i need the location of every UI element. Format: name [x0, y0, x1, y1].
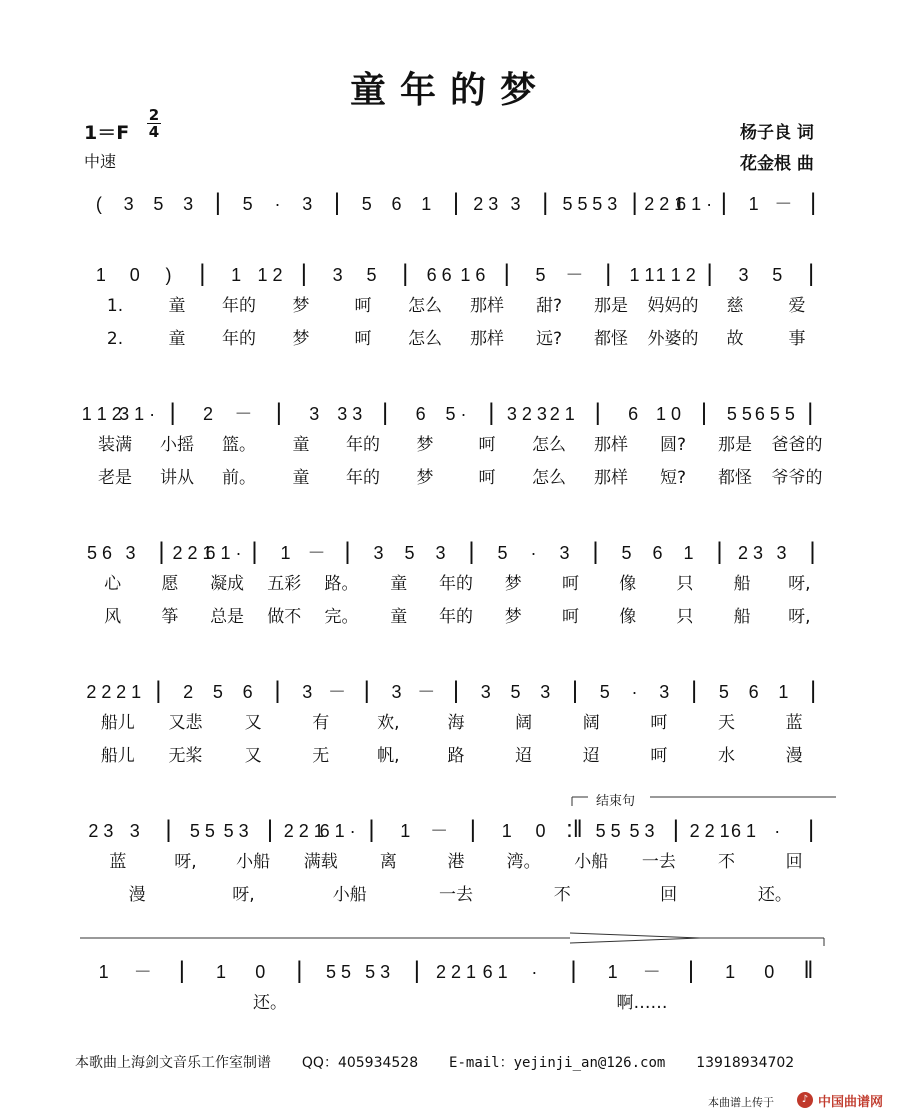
lyric-syllable: 心	[104, 574, 122, 594]
note: 3	[302, 682, 313, 702]
note: －	[565, 265, 584, 285]
bar-line: |	[810, 189, 817, 216]
note: 1	[400, 821, 411, 841]
bar-line: |	[413, 957, 420, 984]
lyric-syllable: 都怪	[718, 468, 752, 488]
note: (	[95, 194, 102, 214]
note: 1	[95, 265, 106, 285]
note: 3	[540, 682, 551, 702]
note: 3	[559, 543, 570, 563]
lyric-syllable: 童	[292, 435, 310, 455]
note: 0	[255, 962, 266, 982]
lyric-syllable: 欢,	[377, 713, 400, 733]
note: ·	[774, 821, 781, 841]
note: 1	[216, 962, 227, 982]
lyric-syllable: 路。	[324, 574, 359, 594]
note: 6 1	[730, 821, 756, 841]
bar-line: |	[809, 538, 816, 565]
lyric-syllable: 短?	[659, 468, 687, 488]
lyric-syllable: 妈妈的	[647, 296, 699, 316]
time-signature-top: 2	[148, 106, 160, 124]
note: 5	[361, 194, 372, 214]
lyric-syllable: 阔	[515, 713, 533, 733]
lyric-syllable: 呀,	[232, 885, 255, 905]
lyric-syllable: 小摇	[160, 435, 194, 455]
bar-line: |	[720, 189, 727, 216]
bar-line: |	[672, 816, 679, 843]
note: 5	[772, 265, 783, 285]
bar-line: |	[155, 677, 162, 704]
lyric-syllable: 无桨	[168, 746, 203, 766]
note: 3	[435, 543, 446, 563]
bar-line: |	[716, 538, 723, 565]
bar-line: |	[594, 399, 601, 426]
lyric-syllable: 梦	[416, 468, 434, 488]
lyric-syllable: 那是	[594, 296, 628, 316]
note: 5	[599, 682, 610, 702]
crescendo-hairpin-top	[570, 933, 700, 938]
footer-studio: 本歌曲上海剑文音乐工作室制谱	[75, 1055, 271, 1071]
bar-line: |	[300, 260, 307, 287]
lyric-syllable: 总是	[210, 607, 245, 627]
note: 1	[501, 821, 512, 841]
note: 1 1 2	[81, 404, 122, 424]
lyric-syllable: 筝	[161, 607, 179, 627]
note: 1	[725, 962, 736, 982]
note: 3	[373, 543, 384, 563]
lyric-syllable: 远?	[535, 329, 563, 349]
bar-line: |	[687, 957, 695, 984]
note: 5	[404, 543, 415, 563]
note: 6	[652, 543, 663, 563]
note: 6	[391, 194, 402, 214]
bar-line: |	[333, 189, 341, 216]
lyric-syllable: 梦	[292, 296, 310, 316]
lyric-syllable: 呵	[354, 329, 372, 349]
time-signature-bottom: 4	[148, 123, 160, 141]
lyric-syllable: 做不	[267, 607, 302, 627]
lyric-syllable: 呵	[561, 607, 579, 627]
note: 5	[718, 682, 729, 702]
lyric-syllable: 怎么	[532, 468, 566, 488]
ending-phrase-label: 结束句	[596, 794, 636, 809]
note: 3 2 3	[506, 404, 547, 424]
note: 6	[748, 682, 759, 702]
note: －	[417, 682, 436, 702]
note: ·	[274, 194, 281, 214]
site-logo-icon: ♪	[797, 1092, 813, 1108]
note: 3	[391, 682, 402, 702]
lyric-syllable: 慈	[726, 296, 744, 316]
lyric-syllable: 爷爷的	[771, 468, 823, 488]
note: 5 ·	[445, 404, 467, 424]
lyric-syllable: 船儿	[100, 746, 135, 766]
lyric-syllable: 童	[292, 468, 310, 488]
note: ·	[530, 543, 537, 563]
bar-line: |	[363, 677, 370, 704]
lyric-syllable: 小船	[574, 852, 609, 872]
note: 5 6	[86, 543, 113, 563]
note: 1	[280, 543, 291, 563]
lyric-syllable: 不	[553, 885, 571, 905]
bar-line: |	[807, 399, 814, 426]
note: 6	[242, 682, 253, 702]
bar-line: |	[275, 399, 282, 426]
lyric-syllable: 童	[390, 607, 408, 627]
bar-line: |	[631, 189, 638, 216]
lyric-syllable: 迢	[515, 746, 533, 766]
bar-line: |	[452, 189, 460, 216]
note: 1	[231, 265, 242, 285]
lyric-syllable: 爸爸的	[771, 435, 823, 455]
lyric-syllable: 前。	[222, 468, 256, 488]
note: 5	[366, 265, 377, 285]
lyric-syllable: 老是	[98, 468, 132, 488]
lyric-syllable: 呀,	[788, 607, 811, 627]
lyric-syllable: 又悲	[168, 713, 203, 733]
note: 3	[738, 265, 749, 285]
lyric-syllable: 帆,	[377, 746, 400, 766]
lyric-syllable: 1.	[106, 296, 124, 316]
note: 1	[98, 962, 109, 982]
upload-notice: 本曲谱上传于	[708, 1096, 774, 1109]
lyric-syllable: 童	[168, 329, 186, 349]
note: 6	[628, 404, 639, 424]
lyric-syllable: 呵	[354, 296, 372, 316]
lyric-syllable: 蓝	[109, 852, 127, 872]
note: 3	[129, 821, 140, 841]
key-signature: 1＝F	[84, 122, 130, 144]
lyric-syllable: 年的	[439, 607, 473, 627]
note: 3	[302, 194, 313, 214]
lyric-syllable: 呀,	[788, 574, 811, 594]
bar-line: |	[488, 399, 495, 426]
bar-line: |	[199, 260, 206, 287]
bar-line: |	[165, 816, 172, 843]
note: 1 0	[656, 404, 682, 424]
lyric-syllable: 回	[785, 852, 803, 872]
lyric-syllable: 2.	[106, 329, 124, 349]
note: 1 1	[629, 265, 655, 285]
note: 3	[776, 543, 787, 563]
lyric-syllable: 童	[390, 574, 408, 594]
lyric-syllable: 梦	[292, 329, 310, 349]
bar-line: |	[251, 538, 258, 565]
lyric-syllable: 那样	[594, 435, 628, 455]
note: －	[430, 821, 449, 841]
lyric-syllable: 天	[718, 713, 736, 733]
note: )	[165, 265, 172, 285]
note: 2 3	[737, 543, 764, 563]
note: 3	[510, 194, 521, 214]
note: 2 2 1	[689, 821, 730, 841]
lyric-syllable: 港	[447, 852, 465, 872]
note: 2	[202, 404, 214, 424]
note: －	[774, 194, 793, 214]
note: 2 2 1	[283, 821, 324, 841]
note: 6 1 ·	[676, 194, 713, 214]
note: －	[133, 962, 152, 982]
note: 5 3	[223, 821, 249, 841]
lyric-syllable: 梦	[416, 435, 434, 455]
note: 6 1 ·	[319, 821, 356, 841]
lyric-syllable: 事	[788, 329, 806, 349]
note: 2 2 1	[644, 194, 685, 214]
lyric-syllable: 风	[104, 607, 122, 627]
note: 5 5	[726, 404, 752, 424]
bar-line: |	[344, 538, 351, 565]
crescendo-hairpin-bottom	[570, 938, 700, 943]
lyric-syllable: 无	[312, 746, 330, 766]
note: 1 2	[257, 265, 283, 285]
note: 1	[607, 962, 618, 982]
note: 5	[621, 543, 632, 563]
lyric-syllable: 完。	[324, 607, 359, 627]
lyric-syllable: 那样	[470, 296, 504, 316]
lyric-syllable: 回	[660, 885, 678, 905]
lyric-syllable: 漫	[785, 746, 803, 766]
note: 3 1 ·	[119, 404, 156, 424]
lyric-syllable: 梦	[504, 574, 522, 594]
note: 3	[123, 194, 134, 214]
lyric-syllable: 小船	[236, 852, 271, 872]
lyric-syllable: 凝成	[210, 574, 245, 594]
note: 1 6	[460, 265, 486, 285]
note: 2 3	[473, 194, 499, 214]
note: 5	[535, 265, 546, 285]
note: －	[327, 682, 346, 702]
lyric-syllable: 又	[244, 746, 262, 766]
lyric-syllable: 湾。	[506, 852, 541, 872]
note: 1	[748, 194, 759, 214]
bar-line: |	[214, 189, 222, 216]
note: 1 1 2	[655, 265, 696, 285]
lyric-syllable: 啊……	[616, 993, 668, 1013]
bar-line: |	[807, 260, 815, 287]
lyric-syllable: 呵	[478, 468, 496, 488]
bar-line: |	[571, 677, 579, 704]
song-title: 童年的梦	[349, 70, 550, 111]
bar-line: |	[700, 399, 708, 426]
note: 5 3	[365, 962, 391, 982]
lyric-syllable: 一去	[439, 885, 473, 905]
note: 2 2 1	[435, 962, 477, 982]
site-logo-text[interactable]: 中国曲谱网	[818, 1095, 884, 1110]
note: 5	[510, 682, 521, 702]
bar-line: :‖	[566, 816, 583, 843]
lyric-syllable: 阔	[582, 713, 600, 733]
bar-line: |	[274, 677, 281, 704]
lyric-syllable: 年的	[346, 468, 380, 488]
bar-line: |	[605, 260, 612, 287]
lyric-syllable: 那样	[470, 329, 504, 349]
note: 0	[129, 265, 140, 285]
tempo-marking: 中速	[84, 152, 117, 171]
lyricist-credit: 杨子良 词	[740, 123, 814, 143]
lyric-syllable: 蓝	[785, 713, 803, 733]
note: 3 3	[337, 404, 363, 424]
lyric-syllable: 船	[733, 574, 751, 594]
lyric-syllable: 怎么	[532, 435, 566, 455]
note: 6 1 ·	[205, 543, 242, 563]
lyric-syllable: 呵	[561, 574, 579, 594]
lyric-syllable: 还。	[757, 885, 792, 905]
bar-line: |	[368, 816, 375, 843]
lyric-syllable: 愿	[161, 574, 179, 594]
bar-line: |	[402, 260, 409, 287]
bar-line: |	[169, 399, 176, 426]
bar-line: |	[706, 260, 713, 287]
lyric-syllable: 一去	[641, 852, 676, 872]
lyric-syllable: 年的	[346, 435, 380, 455]
bar-line: |	[468, 538, 475, 565]
lyric-syllable: 只	[676, 607, 694, 627]
footer-phone: 13918934702	[696, 1055, 795, 1071]
footer-email[interactable]: E-mail：yejinji_an@126.com	[449, 1055, 666, 1071]
note: 6	[415, 404, 426, 424]
lyric-syllable: 不	[718, 852, 736, 872]
note: 3	[659, 682, 670, 702]
note: 5	[497, 543, 508, 563]
lyric-syllable: 漫	[128, 885, 146, 905]
bar-line: ‖	[803, 957, 814, 984]
lyric-syllable: 装满	[98, 435, 132, 455]
lyric-syllable: 水	[718, 746, 736, 766]
lyric-syllable: 篮。	[222, 435, 256, 455]
note: 2 3	[88, 821, 114, 841]
note: 5 5	[595, 821, 621, 841]
note: 2 1	[116, 682, 142, 702]
lyric-syllable: 童	[168, 296, 186, 316]
note: 5 5	[562, 194, 588, 214]
note: －	[307, 543, 326, 563]
note: 6 1	[482, 962, 508, 982]
lyric-syllable: 圆?	[659, 435, 687, 455]
note: 5 5	[326, 962, 352, 982]
note: 1	[778, 682, 789, 702]
note: 6 6	[426, 265, 452, 285]
note: 5	[212, 682, 223, 702]
lyric-syllable: 呵	[650, 746, 668, 766]
lyric-syllable: 外婆的	[647, 329, 699, 349]
note: －	[234, 404, 253, 424]
lyric-syllable: 还。	[253, 993, 287, 1013]
lyric-syllable: 那是	[718, 435, 752, 455]
note: 3	[309, 404, 320, 424]
lyric-syllable: 故	[726, 329, 744, 349]
bar-line: |	[690, 677, 698, 704]
lyric-syllable: 像	[619, 574, 637, 594]
lyric-syllable: 离	[379, 852, 397, 872]
footer-credits	[75, 1052, 794, 1072]
bar-line: |	[503, 260, 510, 287]
bar-line: |	[592, 538, 599, 565]
note: 3	[125, 543, 136, 563]
bar-line: |	[570, 957, 577, 984]
lyric-syllable: 有	[312, 713, 330, 733]
bar-line: |	[296, 957, 303, 984]
note: 0	[535, 821, 546, 841]
lyric-syllable: 年的	[439, 574, 473, 594]
note: 1	[421, 194, 432, 214]
lyric-syllable: 甜?	[535, 296, 563, 316]
note: ·	[531, 962, 538, 982]
bar-line: |	[810, 677, 817, 704]
lyric-syllable: 五彩	[267, 574, 302, 594]
lyric-syllable: 怎么	[408, 296, 442, 316]
bar-line: |	[158, 538, 165, 565]
bar-line: |	[452, 677, 460, 704]
lyric-syllable: 讲从	[160, 468, 194, 488]
bar-line: |	[542, 189, 549, 216]
note: 5	[153, 194, 164, 214]
bar-line: |	[266, 816, 274, 843]
lyric-syllable: 像	[619, 607, 637, 627]
note: 2	[183, 682, 194, 702]
composer-credit: 花金根 曲	[740, 154, 814, 174]
lyric-syllable: 呀,	[174, 852, 197, 872]
lyric-syllable: 梦	[504, 607, 522, 627]
lyric-syllable: 迢	[582, 746, 600, 766]
note: 3	[332, 265, 343, 285]
note: 0	[764, 962, 775, 982]
lyric-syllable: 小船	[332, 885, 367, 905]
lyric-syllable: 满载	[303, 852, 338, 872]
note: 2 1	[549, 404, 575, 424]
lyric-syllable: 那样	[594, 468, 628, 488]
lyric-syllable: 船儿	[100, 713, 135, 733]
lyric-syllable: 海	[447, 713, 465, 733]
lyric-syllable: 都怪	[594, 329, 628, 349]
lyric-syllable: 呵	[478, 435, 496, 455]
note: 3	[480, 682, 491, 702]
lyric-syllable: 只	[676, 574, 694, 594]
note: 5 3	[629, 821, 655, 841]
lyric-syllable: 年的	[222, 329, 256, 349]
note: 6 5 5	[754, 404, 795, 424]
lyric-syllable: 船	[733, 607, 751, 627]
bar-line: |	[469, 816, 477, 843]
lyric-syllable: 年的	[222, 296, 256, 316]
lyric-syllable: 呵	[650, 713, 668, 733]
note: 2 2 1	[172, 543, 213, 563]
note: 2 2	[86, 682, 112, 702]
lyric-syllable: 又	[244, 713, 262, 733]
note: －	[642, 962, 661, 982]
note: 1	[683, 543, 694, 563]
note: ·	[631, 682, 638, 702]
note: 5 3	[592, 194, 618, 214]
lyric-syllable: 爱	[788, 296, 806, 316]
bar-line: |	[807, 816, 815, 843]
lyric-syllable: 怎么	[408, 329, 442, 349]
footer-qq: QQ：405934528	[301, 1055, 419, 1071]
lyric-syllable: 路	[447, 746, 465, 766]
note: 5 5	[189, 821, 215, 841]
note: 5	[242, 194, 253, 214]
note: 3	[183, 194, 194, 214]
bar-line: |	[382, 399, 389, 426]
bar-line: |	[178, 957, 186, 984]
